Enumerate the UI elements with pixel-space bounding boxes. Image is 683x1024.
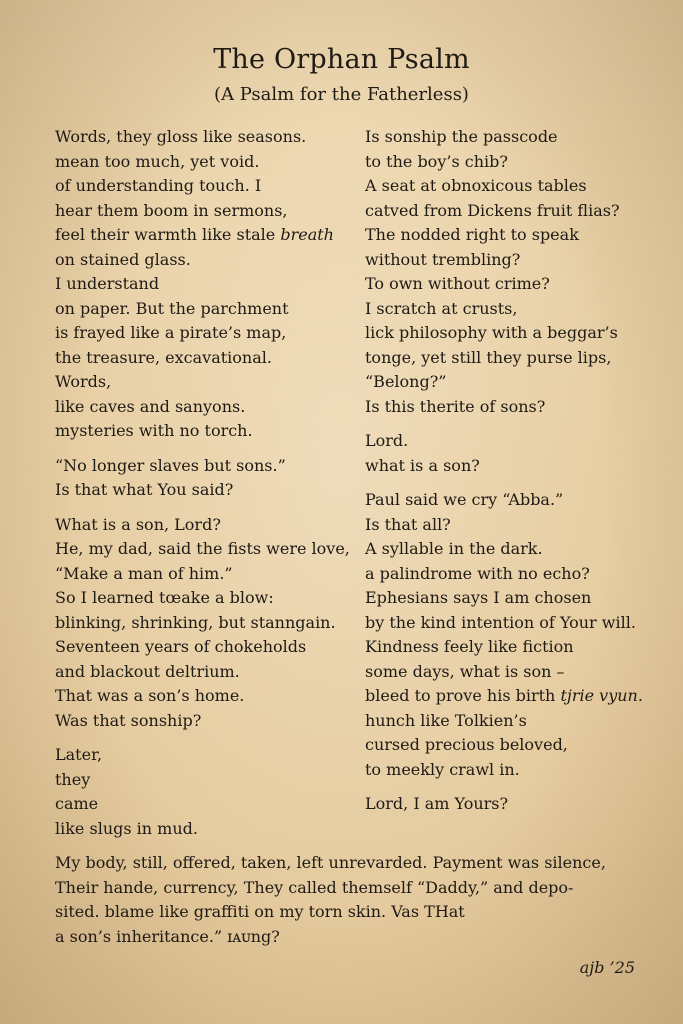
poem-line: What is a son, Lord? <box>55 514 221 534</box>
poem-line: That was a son’s home. <box>55 686 245 705</box>
poem-line: Lord. <box>365 431 409 450</box>
author-signature: ajb ’25 <box>579 958 635 977</box>
poem-line: I understand <box>55 274 160 293</box>
poem-line: what is a son? <box>365 455 480 475</box>
poem-line: the treasure, excavational. <box>55 347 272 367</box>
poem-line: Later, <box>55 745 103 764</box>
italic-word: breath <box>280 225 334 244</box>
poem-line: Words, they gloss like seasons. <box>55 127 307 146</box>
poem-line: lick philosophy with a beggar’s <box>365 323 618 342</box>
poem-line: cursed precious beloved, <box>365 735 568 754</box>
poem-line: to meekly crawl in. <box>365 759 520 779</box>
poem-line: tonge, yet still they purse lips, <box>365 347 612 367</box>
poem-line: some days, what is son – <box>365 661 565 681</box>
closing-stanza <box>55 851 655 949</box>
poem-subtitle: (A Psalm for the Fatherless) <box>214 84 469 105</box>
poem-line: My body, still, offered, taken, left unrevarded. Payment was silence, <box>55 853 606 872</box>
poem-line: mysteries with no torch. <box>55 421 253 440</box>
poem-line: and blackout deltrium. <box>55 661 240 681</box>
poem-line: The nodded right to speak <box>365 225 579 244</box>
poem-line: on paper. But the parchment <box>55 298 289 318</box>
poem-line: a son’s inheritance.” ɪᴀᴜng? <box>55 926 280 946</box>
poem-line: Words, <box>55 372 112 391</box>
poem-line: Kindness feely like fiction <box>365 637 574 656</box>
poem-line: Lord, I am Yours? <box>365 794 509 813</box>
poem-line: To own without crime? <box>365 274 550 293</box>
poem-line <box>55 223 355 248</box>
poem-line: they <box>55 769 91 789</box>
poem-line: He, my dad, said the fists were love, <box>55 539 350 558</box>
left-column <box>55 125 355 851</box>
poem-line: So I learned tœake a blow: <box>55 588 274 607</box>
poem-line: sited. blame like graffiti on my torn skin. Vas THat <box>55 902 465 921</box>
poem-line: a palindrome with no echo? <box>365 563 590 583</box>
poem-line: “No longer slaves but sons.” <box>55 455 286 475</box>
poem-line: I scratch at crusts, <box>365 298 518 318</box>
poem-line: Is this therite of sons? <box>365 396 546 416</box>
poem-line: of understanding touch. I <box>55 176 262 195</box>
poem-line: catved from Dickens fruit flias? <box>365 200 620 220</box>
poem-line: without trembling? <box>365 249 521 269</box>
poem-line: hunch like Tolkien’s <box>365 710 527 730</box>
right-column <box>365 125 665 827</box>
stanza <box>55 454 355 503</box>
stanza <box>55 125 355 444</box>
poem-line: by the kind intention of Your will. <box>365 612 636 632</box>
stanza <box>365 429 665 478</box>
poem-line: Seventeen years of chokeholds <box>55 637 307 656</box>
poem-line: Is sonship the passcode <box>365 127 558 146</box>
poem-line: A syllable in the dark. <box>365 539 543 558</box>
italic-fragment: tjrie vyun. <box>560 686 643 705</box>
stanza <box>365 125 665 419</box>
stanza <box>365 488 665 782</box>
stanza <box>365 792 665 817</box>
poem-line-text: bleed to prove his birth <box>365 686 561 705</box>
poem-line: like slugs in mud. <box>55 818 198 838</box>
poem-title: The Orphan Psalm <box>213 44 470 75</box>
poem-line: Is that what You said? <box>55 480 234 499</box>
poem-line: Paul said we cry “Abba.” <box>365 490 564 509</box>
poem-line: Their hande, currency, They called themself “Daddy,” and depo- <box>55 877 574 897</box>
poem-line: “Belong?” <box>365 372 447 391</box>
poem-line: is frayed like a pirate’s map, <box>55 323 287 342</box>
poem-line: mean too much, yet void. <box>55 151 260 171</box>
poem-line: blinking, shrinking, but stanngain. <box>55 612 336 632</box>
poem-line: “Make a man of him.” <box>55 563 233 583</box>
stanza <box>55 513 355 734</box>
poem-line: like caves and sanyons. <box>55 396 246 416</box>
poem-line <box>365 684 665 709</box>
poem-line: Ephesians says I am chosen <box>365 588 592 607</box>
poem-line: Is that all? <box>365 514 451 534</box>
poem-line: came <box>55 794 99 813</box>
stanza <box>55 743 355 841</box>
poem-line: to the boy’s chib? <box>365 151 508 171</box>
poem-line: A seat at obnoxicous tables <box>365 176 587 195</box>
poem-line-text: feel their warmth like stale <box>55 225 281 244</box>
poem-line: on stained glass. <box>55 249 191 269</box>
poem-line: Was that sonship? <box>55 710 202 730</box>
poem-line: hear them boom in sermons, <box>55 200 288 220</box>
